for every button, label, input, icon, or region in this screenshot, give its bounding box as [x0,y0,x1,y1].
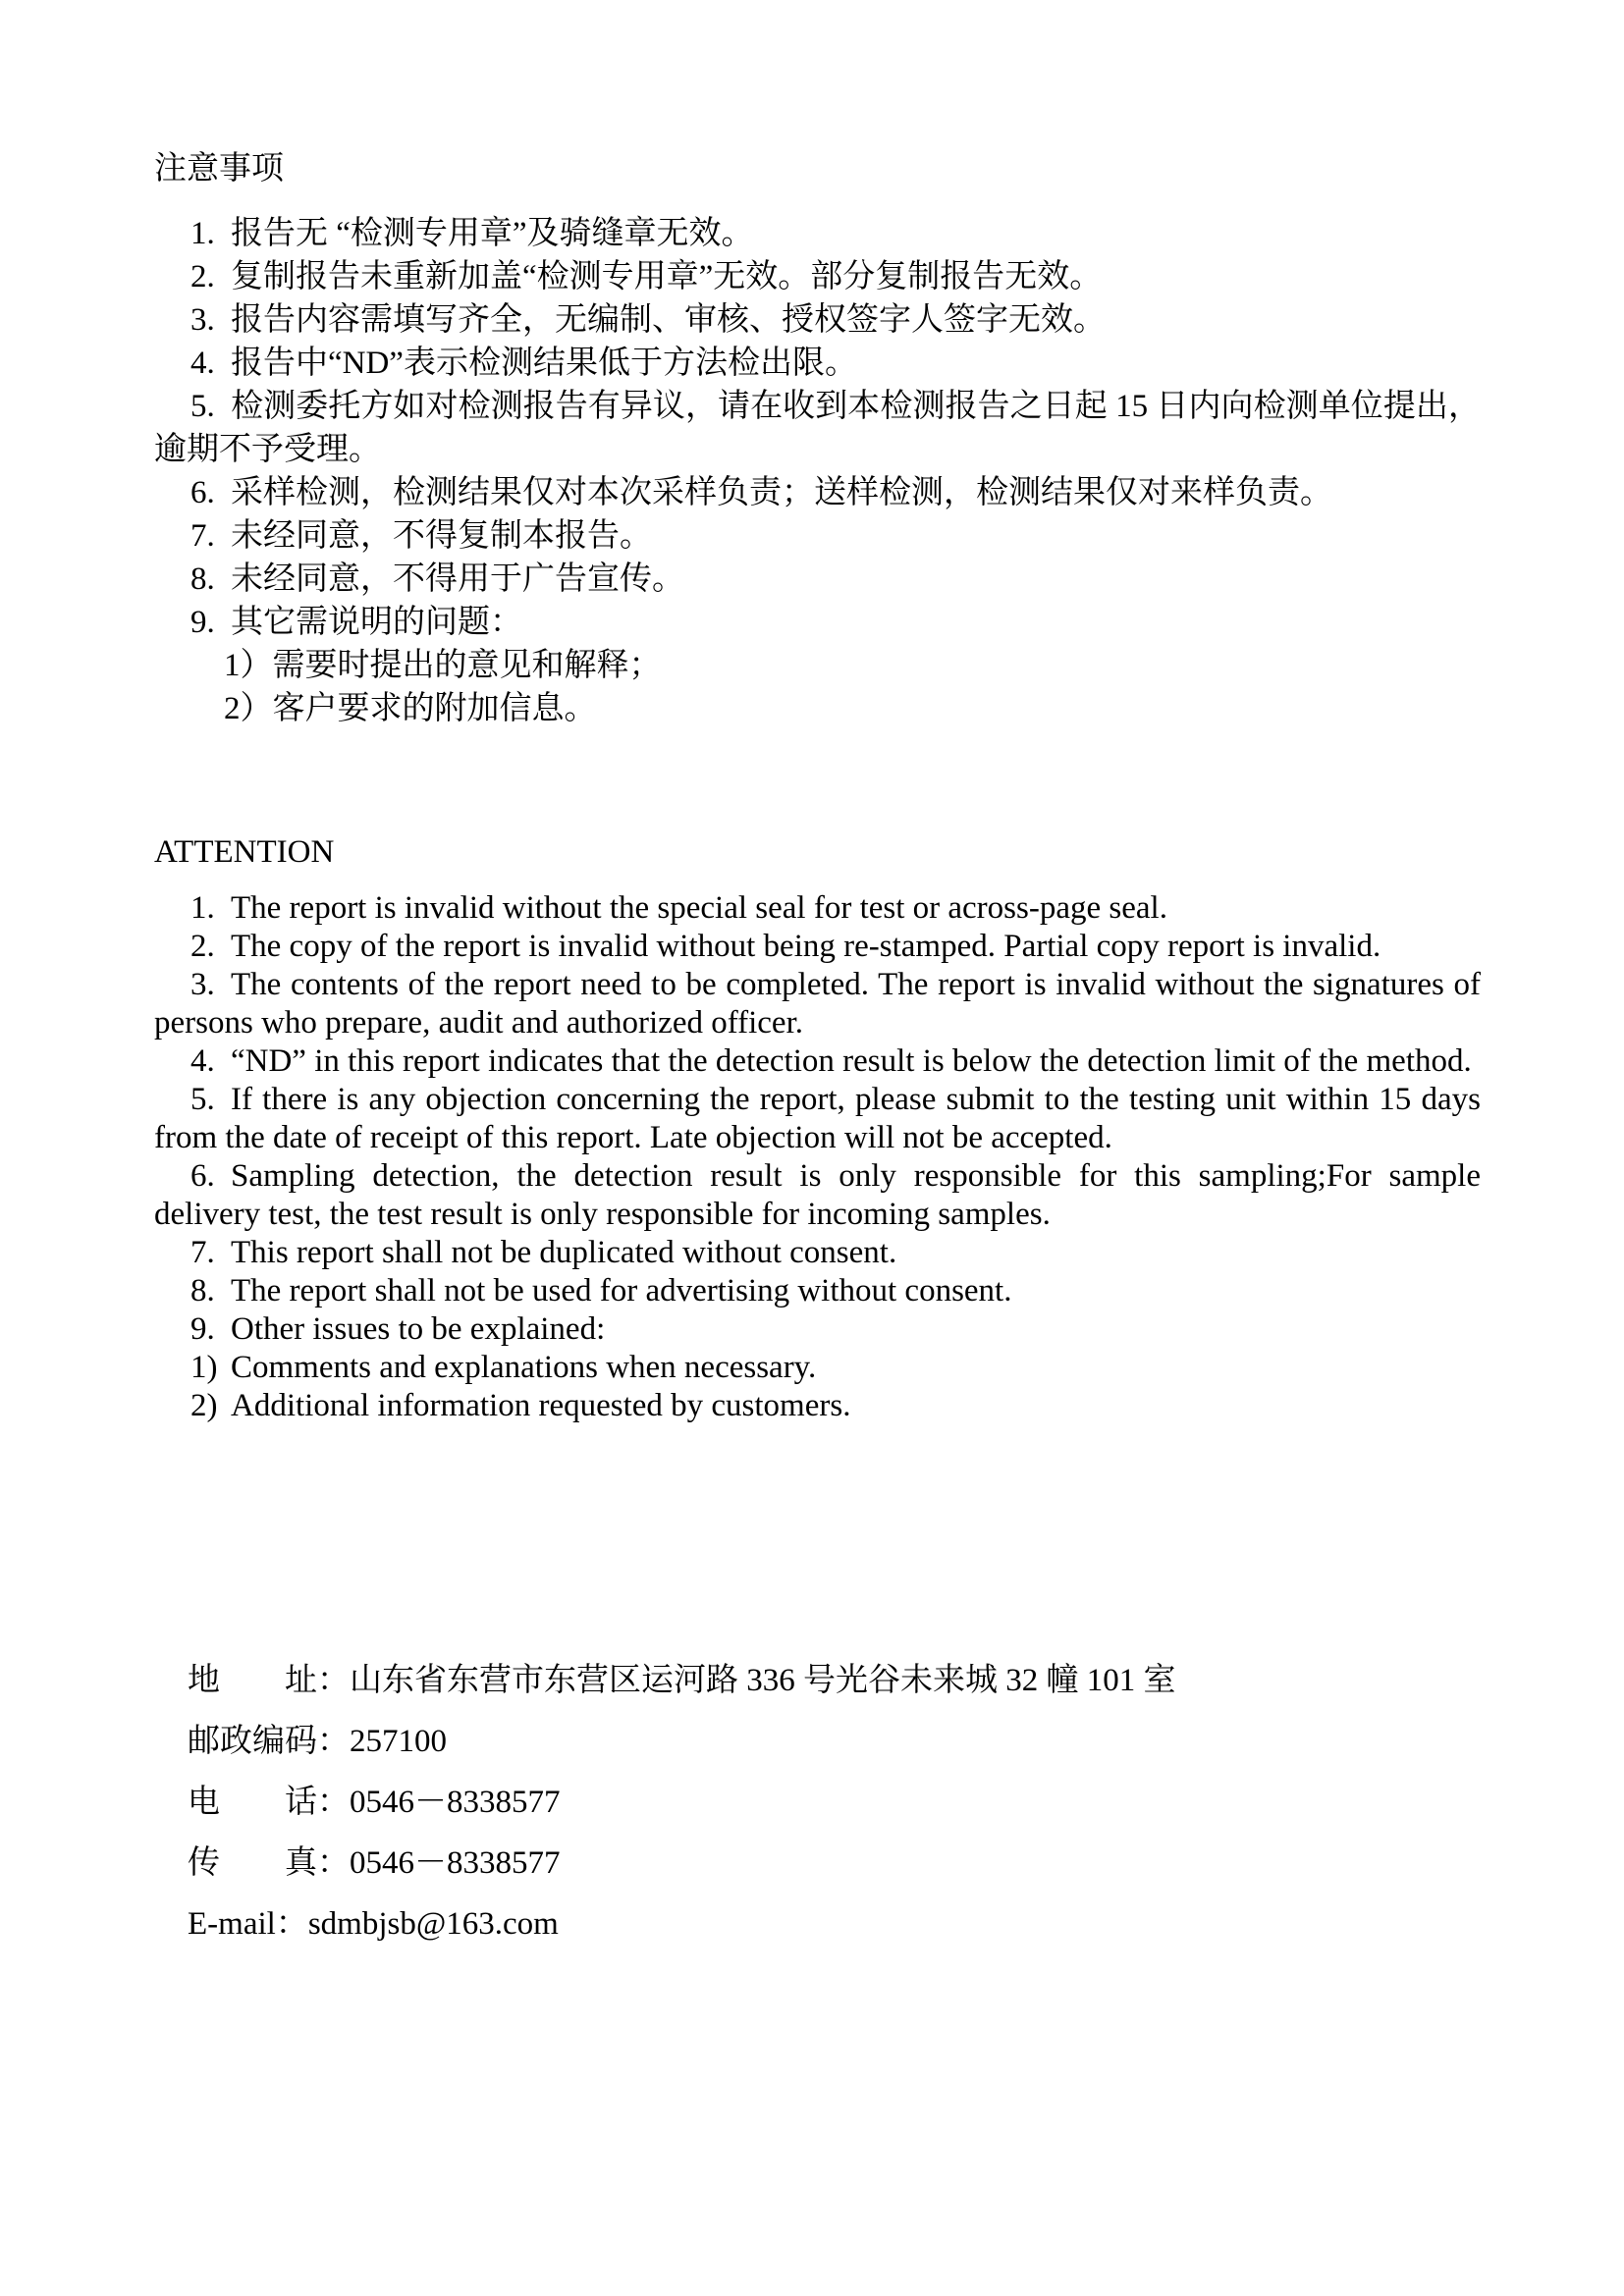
contact-section [154,1650,1481,1954]
item-number: 7. [190,518,215,554]
contact-label: 传 真： [188,1845,350,1881]
item-number: 8. [190,1273,215,1308]
contact-value: 山东省东营市东营区运河路 336 号光谷未来城 32 幢 101 室 [350,1663,1176,1698]
item-text: Sampling detection, the detection result is only responsible for this sampling;For sample delivery test, the test result is only responsible for incoming samples. [154,1158,1481,1232]
item-number: 4. [190,346,215,381]
notice-item-4 [154,342,1481,385]
notice-item-1 [154,212,1481,255]
notice-item-7 [154,514,1481,558]
notice-item-6 [154,471,1481,514]
item-number: 2. [190,929,215,964]
item-text: The contents of the report need to be completed. The report is invalid without the signatures of persons who prepare, audit and authorized officer. [154,967,1481,1041]
item-text: 其它需说明的问题： [231,605,522,640]
notice-item-3 [154,298,1481,342]
attention-item-2 [154,928,1481,966]
item-text: Additional information requested by customers. [231,1388,851,1423]
item-text: 未经同意，不得复制本报告。 [231,518,652,554]
contact-value: 0546－8338577 [350,1785,561,1820]
attention-subitem-2 [154,1387,1481,1425]
item-number: 6. [190,475,215,510]
attention-item-9 [154,1310,1481,1349]
item-text: “ND” in this report indicates that the detection result is below the detection limit of the method. [231,1043,1472,1079]
item-text: 采样检测，检测结果仅对本次采样负责；送样检测，检测结果仅对来样负责。 [231,475,1332,510]
item-text: The report is invalid without the special seal for test or across-page seal. [231,890,1167,926]
item-text: This report shall not be duplicated without consent. [231,1235,897,1270]
attention-item-5 [154,1081,1481,1157]
attention-item-1 [154,889,1481,928]
notice-section [154,147,1481,730]
contact-row-fax [188,1833,1481,1894]
contact-row-email [188,1894,1481,1954]
item-number: 6. [190,1158,215,1194]
attention-title: ATTENTION [154,834,335,870]
notice-subitem-1: 1）需要时提出的意见和解释； [224,648,662,683]
notice-item-2 [154,255,1481,298]
item-number: 4. [190,1043,215,1079]
contact-row-phone [188,1772,1481,1833]
contact-row-postcode [188,1711,1481,1772]
item-number: 1. [190,890,215,926]
item-number: 8. [190,561,215,597]
item-number: 7. [190,1235,215,1270]
item-number: 5. [190,389,215,424]
contact-label: E-mail： [188,1906,308,1942]
item-text: Other issues to be explained: [231,1311,606,1347]
notice-item-5 [154,385,1481,471]
attention-item-7 [154,1234,1481,1272]
item-number: 2. [190,259,215,294]
item-text: The report shall not be used for advertising without consent. [231,1273,1012,1308]
notice-item-8 [154,558,1481,601]
attention-subitem-1 [154,1349,1481,1387]
contact-label: 地 址： [188,1663,350,1698]
item-number: 5. [190,1082,215,1117]
item-text: 检测委托方如对检测报告有异议，请在收到本检测报告之日起 15 日内向检测单位提出，逾期不予受理。 [154,389,1481,467]
item-text: If there is any objection concerning the report, please submit to the testing unit within 15 days from the date of receipt of this report. Late objection will not be accepted. [154,1082,1481,1155]
item-text: 报告无 “检测专用章”及骑缝章无效。 [231,216,754,251]
attention-section [154,833,1481,1425]
item-number: 9. [190,1311,215,1347]
attention-item-8 [154,1272,1481,1310]
item-number: 2) [190,1388,218,1423]
item-number: 3. [190,967,215,1002]
attention-item-4 [154,1042,1481,1081]
contact-value: 257100 [350,1724,447,1759]
contact-label: 邮政编码： [188,1724,350,1759]
contact-row-address [188,1650,1481,1711]
notice-title: 注意事项 [154,151,284,187]
item-text: 报告内容需填写齐全，无编制、审核、授权签字人签字无效。 [231,302,1106,338]
item-text: The copy of the report is invalid without being re-stamped. Partial copy report is invalid. [231,929,1381,964]
item-text: Comments and explanations when necessary. [231,1350,817,1385]
notice-item-9 [154,601,1481,644]
contact-value: 0546－8338577 [350,1845,561,1881]
item-text: 报告中“ND”表示检测结果低于方法检出限。 [231,346,857,381]
item-number: 9. [190,605,215,640]
notice-subitem-2: 2）客户要求的附加信息。 [224,691,597,726]
item-text: 未经同意，不得用于广告宣传。 [231,561,684,597]
item-text: 复制报告未重新加盖“检测专用章”无效。部分复制报告无效。 [231,259,1103,294]
contact-label: 电 话： [188,1785,350,1820]
contact-value: sdmbjsb@163.com [307,1906,559,1942]
item-number: 1) [190,1350,218,1385]
attention-item-3 [154,966,1481,1042]
item-number: 1. [190,216,215,251]
attention-item-6 [154,1157,1481,1234]
item-number: 3. [190,302,215,338]
